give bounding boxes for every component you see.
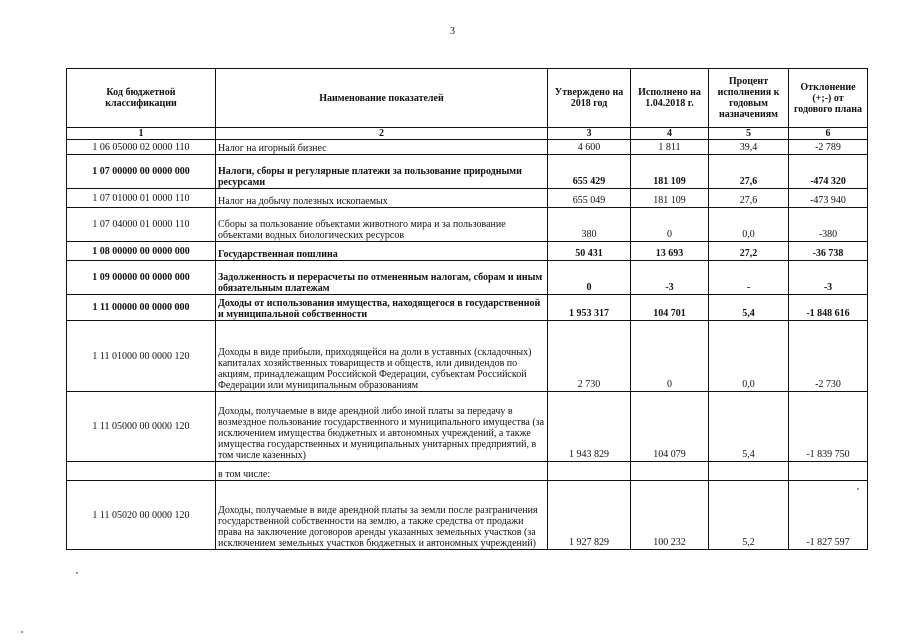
table-header-row <box>67 69 868 128</box>
name-cell: Сборы за пользование объектами животного мира и за пользование объектами водных биологических ресурсов <box>216 208 548 242</box>
percent-cell: 27,6 <box>709 155 789 189</box>
header-percent: Процент исполнения к годовым назначениям <box>709 69 789 128</box>
approved-cell <box>548 462 631 481</box>
header-deviation: Отклонение (+;-) от годового плана <box>789 69 868 128</box>
percent-cell: 5,4 <box>709 392 789 462</box>
executed-cell: 0 <box>631 321 709 392</box>
executed-cell: 104 079 <box>631 392 709 462</box>
code-cell: 1 11 05020 00 0000 120 <box>67 481 216 550</box>
header-executed: Исполнено на 1.04.2018 г. <box>631 69 709 128</box>
executed-cell: 181 109 <box>631 189 709 208</box>
table-row <box>67 208 868 242</box>
approved-cell: 0 <box>548 261 631 295</box>
table-row <box>67 462 868 481</box>
code-cell: 1 11 05000 00 0000 120 <box>67 392 216 462</box>
approved-cell: 1 943 829 <box>548 392 631 462</box>
code-cell: 1 11 00000 00 0000 000 <box>67 295 216 321</box>
name-cell: в том числе: <box>216 462 548 481</box>
percent-cell: 27,2 <box>709 242 789 261</box>
deviation-cell: -2 730 <box>789 321 868 392</box>
name-cell: Доходы в виде прибыли, приходящейся на доли в уставных (складочных) капиталах хозяйственных товариществ и обществ, или дивидендов по акциям, принадлежащим Российской Федерации, субъектам Российской Федерации или муниципальным образованиям <box>216 321 548 392</box>
name-cell: Доходы, получаемые в виде арендной платы за земли после разграничения государственной собственности на землю, а также средства от продажи права на заключение договоров аренды указанных земельных участков (за исключением земельных участков бюджетных и автономных учреждений) <box>216 481 548 550</box>
approved-cell: 2 730 <box>548 321 631 392</box>
code-cell: 1 07 04000 01 0000 110 <box>67 208 216 242</box>
scan-speck <box>21 631 23 633</box>
column-number: 5 <box>709 128 789 140</box>
table-row <box>67 242 868 261</box>
table-body <box>67 140 868 550</box>
table-row <box>67 392 868 462</box>
percent-cell: - <box>709 261 789 295</box>
percent-cell <box>709 462 789 481</box>
executed-cell: 104 701 <box>631 295 709 321</box>
percent-cell: 5,4 <box>709 295 789 321</box>
percent-cell: 0,0 <box>709 208 789 242</box>
deviation-cell: -473 940 <box>789 189 868 208</box>
approved-cell: 380 <box>548 208 631 242</box>
code-cell: 1 06 05000 02 0000 110 <box>67 140 216 155</box>
scan-speck <box>76 572 78 574</box>
deviation-cell: -1 827 597 <box>789 481 868 550</box>
code-cell: 1 11 01000 00 0000 120 <box>67 321 216 392</box>
code-cell: 1 09 00000 00 0000 000 <box>67 261 216 295</box>
code-cell: 1 07 00000 00 0000 000 <box>67 155 216 189</box>
percent-cell: 27,6 <box>709 189 789 208</box>
header-name: Наименование показателей <box>216 69 548 128</box>
code-cell: 1 07 01000 01 0000 110 <box>67 189 216 208</box>
percent-cell: 0,0 <box>709 321 789 392</box>
name-cell: Государственная пошлина <box>216 242 548 261</box>
column-number: 4 <box>631 128 709 140</box>
approved-cell: 655 049 <box>548 189 631 208</box>
executed-cell: -3 <box>631 261 709 295</box>
executed-cell: 13 693 <box>631 242 709 261</box>
header-approved: Утверждено на 2018 год <box>548 69 631 128</box>
deviation-cell: -380 <box>789 208 868 242</box>
column-number: 1 <box>67 128 216 140</box>
budget-execution-table <box>66 68 868 550</box>
table-row <box>67 295 868 321</box>
page-number: 3 <box>450 26 455 37</box>
code-cell: 1 08 00000 00 0000 000 <box>67 242 216 261</box>
column-number: 2 <box>216 128 548 140</box>
header-code: Код бюджетной классификации <box>67 69 216 128</box>
table-row <box>67 481 868 550</box>
deviation-cell <box>789 462 868 481</box>
approved-cell: 50 431 <box>548 242 631 261</box>
deviation-cell: -2 789 <box>789 140 868 155</box>
deviation-cell: -474 320 <box>789 155 868 189</box>
name-cell: Доходы от использования имущества, находящегося в государственной и муниципальной собственности <box>216 295 548 321</box>
name-cell: Налог на добычу полезных ископаемых <box>216 189 548 208</box>
name-cell: Задолженность и перерасчеты по отмененным налогам, сборам и иным обязательным платежам <box>216 261 548 295</box>
executed-cell: 0 <box>631 208 709 242</box>
table-row <box>67 140 868 155</box>
approved-cell: 1 953 317 <box>548 295 631 321</box>
table-row <box>67 321 868 392</box>
executed-cell: 181 109 <box>631 155 709 189</box>
approved-cell: 655 429 <box>548 155 631 189</box>
executed-cell <box>631 462 709 481</box>
column-numbers-row <box>67 128 868 140</box>
scan-speck <box>857 488 859 490</box>
deviation-cell: -1 848 616 <box>789 295 868 321</box>
name-cell: Налог на игорный бизнес <box>216 140 548 155</box>
deviation-cell: -3 <box>789 261 868 295</box>
percent-cell: 39,4 <box>709 140 789 155</box>
deviation-cell: -36 738 <box>789 242 868 261</box>
code-cell <box>67 462 216 481</box>
name-cell: Налоги, сборы и регулярные платежи за пользование природными ресурсами <box>216 155 548 189</box>
table-row <box>67 155 868 189</box>
column-number: 3 <box>548 128 631 140</box>
executed-cell: 1 811 <box>631 140 709 155</box>
deviation-cell: -1 839 750 <box>789 392 868 462</box>
name-cell: Доходы, получаемые в виде арендной либо иной платы за передачу в возмездное пользование государственного и муниципального имущества (за исключением имущества бюджетных и автономных учреждений, а также имущества государственных и муниципальных унитарных предприятий, в том числе казенных) <box>216 392 548 462</box>
approved-cell: 1 927 829 <box>548 481 631 550</box>
executed-cell: 100 232 <box>631 481 709 550</box>
approved-cell: 4 600 <box>548 140 631 155</box>
percent-cell: 5,2 <box>709 481 789 550</box>
table-row <box>67 261 868 295</box>
column-number: 6 <box>789 128 868 140</box>
table-row <box>67 189 868 208</box>
